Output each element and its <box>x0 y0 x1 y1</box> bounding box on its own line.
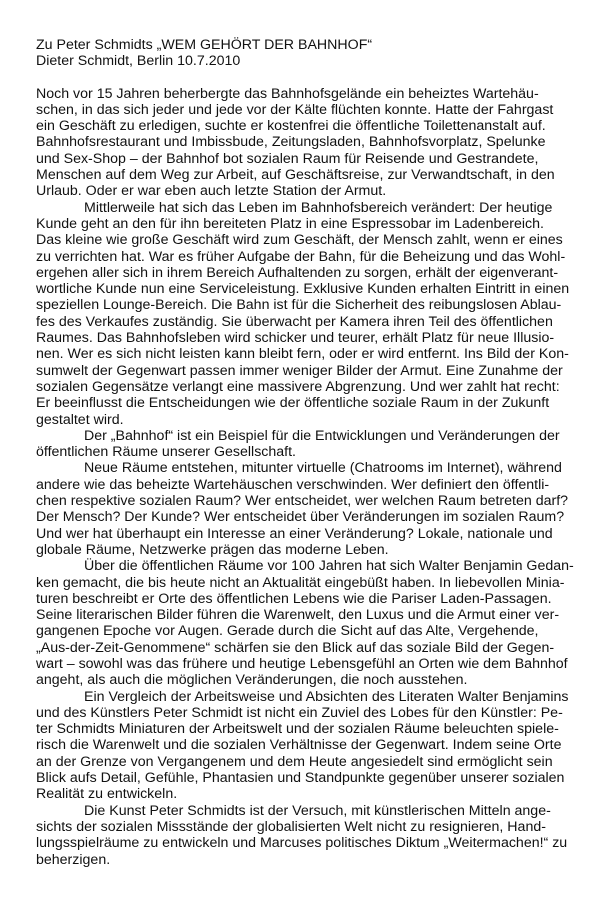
text-line: beherzigen. <box>36 851 111 868</box>
text-line: ein Geschäft zu erledigen, suchte er kostenfrei die öffentliche Toilettenanstalt auf. <box>36 118 546 135</box>
text-line: gestaltet wird. <box>36 411 124 428</box>
text-line: Bahnhofsrestaurant und Imbissbude, Zeitungsladen, Bahnhofsvorplatz, Spelunke <box>36 134 546 151</box>
document-body <box>36 86 596 868</box>
text-line: ken gemacht, die bis heute nicht an Aktualität eingebüßt haben. In liebevollen Minia- <box>36 574 565 591</box>
paragraph-first-line: Der „Bahnhof“ ist ein Beispiel für die Entwicklungen und Veränderungen der <box>84 427 560 444</box>
text-line: Der Mensch? Der Kunde? Wer entscheidet über Veränderungen im sozialen Raum? <box>36 509 565 526</box>
text-line: Urlaub. Oder er war eben auch letzte Station der Armut. <box>36 183 387 200</box>
text-line: risch die Warenwelt und die sozialen Verhältnisse der Gegenwart. Indem seine Orte <box>36 737 562 754</box>
text-line: chen respektive sozialen Raum? Wer entscheidet, wer welchen Raum betreten darf? <box>36 493 569 510</box>
document-header <box>36 37 596 70</box>
paragraph-first-line: Die Kunst Peter Schmidts ist der Versuch, mit künstlerischen Mitteln ange- <box>84 802 551 819</box>
text-line: andere wie das beheizte Wartehäuschen verschwinden. Wer definiert den öffentli- <box>36 476 550 493</box>
text-line: fes des Verkaufes zuständig. Sie überwacht per Kamera ihren Teil des öffentlichen <box>36 313 553 330</box>
text-line: Das kleine wie große Geschäft wird zum Geschäft, der Mensch zahlt, wenn er eines <box>36 232 563 249</box>
text-line: speziellen Lounge-Bereich. Die Bahn ist für die Sicherheit des reibungslosen Ablau- <box>36 297 562 314</box>
text-line: wart – sowohl was das frühere und heutige Lebensgefühl an Orten wie dem Bahnhof <box>36 655 568 672</box>
text-line: und Sex-Shop – der Bahnhof bot sozialen Raum für Reisende und Gestrandete, <box>36 150 539 167</box>
text-line: Seine literarischen Bilder führen die Warenwelt, den Luxus und die Armut einer ver- <box>36 607 560 624</box>
text-line: Kunde geht an den für ihn bereiteten Platz in eine Espressobar im Ladenbereich. <box>36 215 544 232</box>
paragraph-first-line: Über die öffentlichen Räume vor 100 Jahren hat sich Walter Benjamin Gedan- <box>84 558 574 575</box>
document-title: Zu Peter Schmidts „WEM GEHÖRT DER BAHNHOF“ <box>36 37 373 53</box>
paragraph-first-line: Mittlerweile hat sich das Leben im Bahnhofsbereich verändert: Der heutige <box>84 199 553 216</box>
text-line: an der Grenze von Vergangenem und dem Heute angesiedelt sind ermöglicht sein <box>36 753 553 770</box>
text-line: ter Schmidts Miniaturen der Arbeitswelt und der sozialen Räume beleuchten spiele- <box>36 721 559 738</box>
document-page <box>36 37 596 868</box>
text-line: zu verrichten hat. War es früher Aufgabe der Bahn, für die Beheizung und das Wohl- <box>36 248 566 265</box>
text-line: nen. Wer es sich nicht leisten kann bleibt fern, oder er wird entfernt. Ins Bild der Kon- <box>36 346 569 363</box>
text-line: schen, in das sich jeder und jede vor der Kälte flüchten konnte. Hatte der Fahrgast <box>36 101 554 118</box>
text-line: „Aus-der-Zeit-Genommene“ schärfen sie den Blick auf das soziale Bild der Gegen- <box>36 639 555 656</box>
text-line: wortliche Kunde nun eine Serviceleistung. Exklusive Kunden erhalten Eintritt in einen <box>36 281 570 298</box>
text-line: Realität zu entwickeln. <box>36 786 178 803</box>
text-line: sozialen Gegensätze verlangt eine massivere Abgrenzung. Und wer zahlt hat recht: <box>36 378 560 395</box>
text-line: gangenen Epoche vor Augen. Gerade durch die Sicht auf das Alte, Vergehende, <box>36 623 539 640</box>
paragraph-first-line: Neue Räume entstehen, mitunter virtuelle (Chatrooms im Internet), während <box>84 460 562 477</box>
text-line: ergehen aller sich in ihrem Bereich Aufhaltenden zu sorgen, erhält der eigenverant- <box>36 264 559 281</box>
paragraph-first-line: Ein Vergleich der Arbeitsweise und Absichten des Literaten Walter Benjamins <box>84 688 569 705</box>
text-line: sumwelt der Gegenwart passen immer weniger Bilder der Armut. Eine Zunahme der <box>36 362 563 379</box>
text-line: Menschen auf dem Weg zur Arbeit, auf Geschäftsreise, zur Verwandtschaft, in den <box>36 167 555 184</box>
text-line: angeht, als auch die möglichen Veränderungen, die noch ausstehen. <box>36 672 468 689</box>
text-line: Er beeinflusst die Entscheidungen wie der öffentliche soziale Raum in der Zukunft <box>36 395 550 412</box>
text-line: sichts der sozialen Missstände der globalisierten Welt nicht zu resignieren, Hand- <box>36 818 546 835</box>
document-byline: Dieter Schmidt, Berlin 10.7.2010 <box>36 53 241 70</box>
text-line: Blick aufs Detail, Gefühle, Phantasien und Standpunkte gegenüber unserer sozialen <box>36 770 565 787</box>
text-line: Noch vor 15 Jahren beherbergte das Bahnhofsgelände ein beheiztes Wartehäu- <box>36 85 539 102</box>
text-line: lungsspielräume zu entwickeln und Marcuses politisches Diktum „Weitermachen!“ zu <box>36 835 568 852</box>
text-line: und des Künstlers Peter Schmidt ist nicht ein Zuviel des Lobes für den Künstler: Pe- <box>36 704 563 721</box>
text-line: Und wer hat überhaupt ein Interesse an einer Veränderung? Lokale, nationale und <box>36 525 553 542</box>
text-line: Raumes. Das Bahnhofsleben wird schicker und teurer, erhält Platz für neue Illusio- <box>36 330 555 347</box>
text-line: turen beschreibt er Orte des öffentlichen Lebens wie die Pariser Laden-Passagen. <box>36 590 552 607</box>
text-line: globale Räume, Netzwerke prägen das moderne Leben. <box>36 541 389 558</box>
text-line: öffentlichen Räume unserer Gesellschaft. <box>36 444 296 461</box>
